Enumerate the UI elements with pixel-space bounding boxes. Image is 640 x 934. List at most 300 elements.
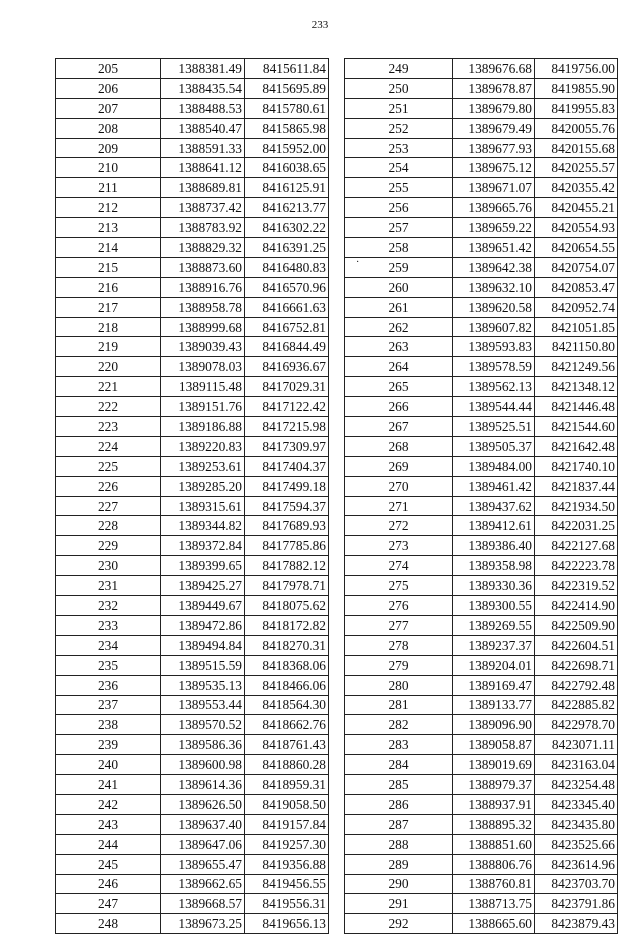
point-number-cell: 205 (56, 59, 161, 79)
point-number-cell: 256 (345, 198, 453, 218)
x-coordinate-cell: 1389675.12 (453, 158, 535, 178)
y-coordinate-cell: 8423435.80 (535, 814, 618, 834)
table-row (56, 596, 329, 616)
x-coordinate-cell: 1388806.76 (453, 854, 535, 874)
y-coordinate-cell: 8416038.65 (245, 158, 329, 178)
table-row (56, 218, 329, 238)
point-number-cell: 264 (345, 357, 453, 377)
table-row (56, 675, 329, 695)
table-row (56, 238, 329, 258)
y-coordinate-cell: 8418368.06 (245, 655, 329, 675)
y-coordinate-cell: 8421348.12 (535, 377, 618, 397)
y-coordinate-cell: 8422509.90 (535, 615, 618, 635)
y-coordinate-cell: 8415611.84 (245, 59, 329, 79)
table-row (56, 635, 329, 655)
y-coordinate-cell: 8417215.98 (245, 417, 329, 437)
table-row (56, 417, 329, 437)
point-number-cell: 218 (56, 317, 161, 337)
y-coordinate-cell: 8418761.43 (245, 735, 329, 755)
x-coordinate-cell: 1388381.49 (161, 59, 245, 79)
point-number-cell: 263 (345, 337, 453, 357)
y-coordinate-cell: 8420455.21 (535, 198, 618, 218)
x-coordinate-cell: 1388591.33 (161, 138, 245, 158)
y-coordinate-cell: 8423345.40 (535, 794, 618, 814)
y-coordinate-cell: 8416391.25 (245, 238, 329, 258)
table-row (345, 317, 618, 337)
point-number-cell: 244 (56, 834, 161, 854)
point-number-cell: 281 (345, 695, 453, 715)
x-coordinate-cell: 1389151.76 (161, 397, 245, 417)
y-coordinate-cell: 8418564.30 (245, 695, 329, 715)
y-coordinate-cell: 8422414.90 (535, 596, 618, 616)
point-number-cell: 252 (345, 118, 453, 138)
x-coordinate-cell: 1389662.65 (161, 874, 245, 894)
y-coordinate-cell: 8422127.68 (535, 536, 618, 556)
table-row (56, 297, 329, 317)
table-row (56, 158, 329, 178)
table-row (345, 755, 618, 775)
table-row (56, 257, 329, 277)
y-coordinate-cell: 8419556.31 (245, 894, 329, 914)
table-row (56, 755, 329, 775)
table-row (56, 476, 329, 496)
point-number-cell: 227 (56, 496, 161, 516)
coordinates-table-left (55, 58, 329, 934)
table-row (56, 178, 329, 198)
table-row (345, 854, 618, 874)
x-coordinate-cell: 1389671.07 (453, 178, 535, 198)
point-number-cell: 217 (56, 297, 161, 317)
table-row (345, 695, 618, 715)
y-coordinate-cell: 8422978.70 (535, 715, 618, 735)
y-coordinate-cell: 8420355.42 (535, 178, 618, 198)
y-coordinate-cell: 8421051.85 (535, 317, 618, 337)
x-coordinate-cell: 1388689.81 (161, 178, 245, 198)
stray-dot-mark: · (356, 257, 360, 268)
coordinates-table-left-body (56, 59, 329, 934)
y-coordinate-cell: 8416302.22 (245, 218, 329, 238)
table-row (345, 635, 618, 655)
table-row (56, 59, 329, 79)
x-coordinate-cell: 1389647.06 (161, 834, 245, 854)
point-number-cell: 266 (345, 397, 453, 417)
y-coordinate-cell: 8419855.90 (535, 78, 618, 98)
point-number-cell: 237 (56, 695, 161, 715)
table-row (345, 516, 618, 536)
y-coordinate-cell: 8419456.55 (245, 874, 329, 894)
y-coordinate-cell: 8423791.86 (535, 894, 618, 914)
x-coordinate-cell: 1388783.92 (161, 218, 245, 238)
point-number-cell: 253 (345, 138, 453, 158)
y-coordinate-cell: 8420554.93 (535, 218, 618, 238)
y-coordinate-cell: 8422698.71 (535, 655, 618, 675)
y-coordinate-cell: 8416752.81 (245, 317, 329, 337)
y-coordinate-cell: 8421837.44 (535, 476, 618, 496)
table-row (56, 397, 329, 417)
table-row (345, 59, 618, 79)
point-number-cell: 286 (345, 794, 453, 814)
y-coordinate-cell: 8420853.47 (535, 277, 618, 297)
table-row (345, 357, 618, 377)
table-row (345, 556, 618, 576)
x-coordinate-cell: 1389586.36 (161, 735, 245, 755)
y-coordinate-cell: 8419257.30 (245, 834, 329, 854)
y-coordinate-cell: 8418466.06 (245, 675, 329, 695)
point-number-cell: 262 (345, 317, 453, 337)
table-row (56, 78, 329, 98)
x-coordinate-cell: 1388540.47 (161, 118, 245, 138)
point-number-cell: 284 (345, 755, 453, 775)
point-number-cell: 211 (56, 178, 161, 198)
y-coordinate-cell: 8421446.48 (535, 397, 618, 417)
point-number-cell: 251 (345, 98, 453, 118)
x-coordinate-cell: 1389315.61 (161, 496, 245, 516)
x-coordinate-cell: 1389096.90 (453, 715, 535, 735)
table-row (345, 218, 618, 238)
y-coordinate-cell: 8415865.98 (245, 118, 329, 138)
y-coordinate-cell: 8416213.77 (245, 198, 329, 218)
y-coordinate-cell: 8418860.28 (245, 755, 329, 775)
x-coordinate-cell: 1388979.37 (453, 775, 535, 795)
point-number-cell: 268 (345, 436, 453, 456)
point-number-cell: 213 (56, 218, 161, 238)
point-number-cell: 259 (345, 257, 453, 277)
y-coordinate-cell: 8421934.50 (535, 496, 618, 516)
table-row (56, 695, 329, 715)
point-number-cell: 249 (345, 59, 453, 79)
table-row (345, 337, 618, 357)
point-number-cell: 248 (56, 914, 161, 934)
point-number-cell: 219 (56, 337, 161, 357)
x-coordinate-cell: 1389058.87 (453, 735, 535, 755)
page-number: 233 (311, 19, 329, 31)
table-row (56, 874, 329, 894)
y-coordinate-cell: 8420155.68 (535, 138, 618, 158)
x-coordinate-cell: 1389637.40 (161, 814, 245, 834)
y-coordinate-cell: 8422885.82 (535, 695, 618, 715)
table-row (345, 158, 618, 178)
point-number-cell: 260 (345, 277, 453, 297)
point-number-cell: 285 (345, 775, 453, 795)
x-coordinate-cell: 1389330.36 (453, 576, 535, 596)
table-row (345, 894, 618, 914)
point-number-cell: 292 (345, 914, 453, 934)
point-number-cell: 234 (56, 635, 161, 655)
x-coordinate-cell: 1388895.32 (453, 814, 535, 834)
y-coordinate-cell: 8420255.57 (535, 158, 618, 178)
x-coordinate-cell: 1389525.51 (453, 417, 535, 437)
y-coordinate-cell: 8418075.62 (245, 596, 329, 616)
table-row (56, 814, 329, 834)
x-coordinate-cell: 1389651.42 (453, 238, 535, 258)
point-number-cell: 289 (345, 854, 453, 874)
y-coordinate-cell: 8423879.43 (535, 914, 618, 934)
table-row (56, 576, 329, 596)
point-number-cell: 290 (345, 874, 453, 894)
table-row (56, 138, 329, 158)
x-coordinate-cell: 1389665.76 (453, 198, 535, 218)
y-coordinate-cell: 8423614.96 (535, 854, 618, 874)
table-row (345, 377, 618, 397)
y-coordinate-cell: 8423071.11 (535, 735, 618, 755)
x-coordinate-cell: 1388916.76 (161, 277, 245, 297)
table-row (56, 775, 329, 795)
point-number-cell: 233 (56, 615, 161, 635)
y-coordinate-cell: 8419656.13 (245, 914, 329, 934)
point-number-cell: 212 (56, 198, 161, 218)
x-coordinate-cell: 1389679.49 (453, 118, 535, 138)
y-coordinate-cell: 8418959.31 (245, 775, 329, 795)
point-number-cell: 228 (56, 516, 161, 536)
y-coordinate-cell: 8422031.25 (535, 516, 618, 536)
x-coordinate-cell: 1389505.37 (453, 436, 535, 456)
x-coordinate-cell: 1389626.50 (161, 794, 245, 814)
table-row (345, 118, 618, 138)
x-coordinate-cell: 1388999.68 (161, 317, 245, 337)
table-row (56, 98, 329, 118)
y-coordinate-cell: 8419157.84 (245, 814, 329, 834)
x-coordinate-cell: 1389269.55 (453, 615, 535, 635)
y-coordinate-cell: 8421544.60 (535, 417, 618, 437)
point-number-cell: 209 (56, 138, 161, 158)
y-coordinate-cell: 8419058.50 (245, 794, 329, 814)
x-coordinate-cell: 1389578.59 (453, 357, 535, 377)
x-coordinate-cell: 1389437.62 (453, 496, 535, 516)
x-coordinate-cell: 1389668.57 (161, 894, 245, 914)
y-coordinate-cell: 8418662.76 (245, 715, 329, 735)
point-number-cell: 220 (56, 357, 161, 377)
table-row (345, 536, 618, 556)
table-row (56, 794, 329, 814)
y-coordinate-cell: 8419756.00 (535, 59, 618, 79)
point-number-cell: 272 (345, 516, 453, 536)
y-coordinate-cell: 8417785.86 (245, 536, 329, 556)
x-coordinate-cell: 1389425.27 (161, 576, 245, 596)
point-number-cell: 235 (56, 655, 161, 675)
point-number-cell: 257 (345, 218, 453, 238)
table-row (56, 118, 329, 138)
y-coordinate-cell: 8419356.88 (245, 854, 329, 874)
y-coordinate-cell: 8417122.42 (245, 397, 329, 417)
table-row (345, 596, 618, 616)
table-row (56, 615, 329, 635)
table-row (345, 78, 618, 98)
y-coordinate-cell: 8421642.48 (535, 436, 618, 456)
y-coordinate-cell: 8416844.49 (245, 337, 329, 357)
table-row (345, 576, 618, 596)
x-coordinate-cell: 1389515.59 (161, 655, 245, 675)
point-number-cell: 240 (56, 755, 161, 775)
point-number-cell: 283 (345, 735, 453, 755)
point-number-cell: 229 (56, 536, 161, 556)
coordinates-table-right (344, 58, 618, 934)
point-number-cell: 276 (345, 596, 453, 616)
table-row (56, 715, 329, 735)
table-row (345, 397, 618, 417)
x-coordinate-cell: 1388665.60 (453, 914, 535, 934)
table-row (56, 377, 329, 397)
x-coordinate-cell: 1388937.91 (453, 794, 535, 814)
table-row (345, 238, 618, 258)
y-coordinate-cell: 8416936.67 (245, 357, 329, 377)
point-number-cell: 282 (345, 715, 453, 735)
y-coordinate-cell: 8416480.83 (245, 257, 329, 277)
table-row (56, 556, 329, 576)
table-row (345, 874, 618, 894)
y-coordinate-cell: 8420952.74 (535, 297, 618, 317)
x-coordinate-cell: 1389039.43 (161, 337, 245, 357)
table-row (56, 496, 329, 516)
point-number-cell: 206 (56, 78, 161, 98)
point-number-cell: 275 (345, 576, 453, 596)
y-coordinate-cell: 8417029.31 (245, 377, 329, 397)
x-coordinate-cell: 1389461.42 (453, 476, 535, 496)
x-coordinate-cell: 1389484.00 (453, 456, 535, 476)
point-number-cell: 277 (345, 615, 453, 635)
x-coordinate-cell: 1389186.88 (161, 417, 245, 437)
table-row (345, 198, 618, 218)
x-coordinate-cell: 1389237.37 (453, 635, 535, 655)
x-coordinate-cell: 1389253.61 (161, 456, 245, 476)
table-row (345, 98, 618, 118)
y-coordinate-cell: 8415695.89 (245, 78, 329, 98)
y-coordinate-cell: 8423525.66 (535, 834, 618, 854)
x-coordinate-cell: 1389412.61 (453, 516, 535, 536)
x-coordinate-cell: 1388713.75 (453, 894, 535, 914)
y-coordinate-cell: 8419955.83 (535, 98, 618, 118)
x-coordinate-cell: 1389358.98 (453, 556, 535, 576)
y-coordinate-cell: 8423254.48 (535, 775, 618, 795)
point-number-cell: 236 (56, 675, 161, 695)
x-coordinate-cell: 1388641.12 (161, 158, 245, 178)
x-coordinate-cell: 1389673.25 (161, 914, 245, 934)
table-row (345, 277, 618, 297)
y-coordinate-cell: 8421740.10 (535, 456, 618, 476)
table-row (345, 735, 618, 755)
x-coordinate-cell: 1389620.58 (453, 297, 535, 317)
y-coordinate-cell: 8423703.70 (535, 874, 618, 894)
table-row (345, 178, 618, 198)
x-coordinate-cell: 1389399.65 (161, 556, 245, 576)
x-coordinate-cell: 1389593.83 (453, 337, 535, 357)
point-number-cell: 222 (56, 397, 161, 417)
y-coordinate-cell: 8417689.93 (245, 516, 329, 536)
x-coordinate-cell: 1389449.67 (161, 596, 245, 616)
y-coordinate-cell: 8415952.00 (245, 138, 329, 158)
x-coordinate-cell: 1389133.77 (453, 695, 535, 715)
point-number-cell: 255 (345, 178, 453, 198)
x-coordinate-cell: 1389676.68 (453, 59, 535, 79)
x-coordinate-cell: 1389659.22 (453, 218, 535, 238)
table-row (345, 794, 618, 814)
y-coordinate-cell: 8417499.18 (245, 476, 329, 496)
y-coordinate-cell: 8422223.78 (535, 556, 618, 576)
table-row (345, 257, 618, 277)
table-row (345, 655, 618, 675)
point-number-cell: 221 (56, 377, 161, 397)
point-number-cell: 207 (56, 98, 161, 118)
table-row (345, 675, 618, 695)
point-number-cell: 231 (56, 576, 161, 596)
x-coordinate-cell: 1389553.44 (161, 695, 245, 715)
table-row (345, 834, 618, 854)
x-coordinate-cell: 1389344.82 (161, 516, 245, 536)
x-coordinate-cell: 1389169.47 (453, 675, 535, 695)
x-coordinate-cell: 1389535.13 (161, 675, 245, 695)
table-row (56, 894, 329, 914)
point-number-cell: 288 (345, 834, 453, 854)
table-row (345, 417, 618, 437)
point-number-cell: 273 (345, 536, 453, 556)
y-coordinate-cell: 8420654.55 (535, 238, 618, 258)
point-number-cell: 245 (56, 854, 161, 874)
table-row (345, 297, 618, 317)
point-number-cell: 271 (345, 496, 453, 516)
point-number-cell: 265 (345, 377, 453, 397)
point-number-cell: 243 (56, 814, 161, 834)
point-number-cell: 215 (56, 257, 161, 277)
x-coordinate-cell: 1389019.69 (453, 755, 535, 775)
point-number-cell: 278 (345, 635, 453, 655)
x-coordinate-cell: 1388829.32 (161, 238, 245, 258)
x-coordinate-cell: 1388958.78 (161, 297, 245, 317)
point-number-cell: 226 (56, 476, 161, 496)
table-row (56, 357, 329, 377)
x-coordinate-cell: 1389204.01 (453, 655, 535, 675)
point-number-cell: 225 (56, 456, 161, 476)
point-number-cell: 250 (345, 78, 453, 98)
point-number-cell: 279 (345, 655, 453, 675)
table-row (56, 198, 329, 218)
y-coordinate-cell: 8415780.61 (245, 98, 329, 118)
point-number-cell: 246 (56, 874, 161, 894)
y-coordinate-cell: 8417978.71 (245, 576, 329, 596)
table-row (56, 834, 329, 854)
y-coordinate-cell: 8421249.56 (535, 357, 618, 377)
point-number-cell: 239 (56, 735, 161, 755)
point-number-cell: 261 (345, 297, 453, 317)
y-coordinate-cell: 8417309.97 (245, 436, 329, 456)
x-coordinate-cell: 1388760.81 (453, 874, 535, 894)
y-coordinate-cell: 8417882.12 (245, 556, 329, 576)
y-coordinate-cell: 8417404.37 (245, 456, 329, 476)
x-coordinate-cell: 1389677.93 (453, 138, 535, 158)
point-number-cell: 280 (345, 675, 453, 695)
x-coordinate-cell: 1389494.84 (161, 635, 245, 655)
x-coordinate-cell: 1388873.60 (161, 257, 245, 277)
x-coordinate-cell: 1389300.55 (453, 596, 535, 616)
point-number-cell: 242 (56, 794, 161, 814)
table-row (56, 337, 329, 357)
y-coordinate-cell: 8422319.52 (535, 576, 618, 596)
point-number-cell: 216 (56, 277, 161, 297)
y-coordinate-cell: 8423163.04 (535, 755, 618, 775)
y-coordinate-cell: 8420055.76 (535, 118, 618, 138)
table-row (56, 735, 329, 755)
point-number-cell: 210 (56, 158, 161, 178)
table-row (56, 516, 329, 536)
x-coordinate-cell: 1389372.84 (161, 536, 245, 556)
point-number-cell: 214 (56, 238, 161, 258)
table-row (345, 476, 618, 496)
point-number-cell: 223 (56, 417, 161, 437)
x-coordinate-cell: 1388851.60 (453, 834, 535, 854)
point-number-cell: 269 (345, 456, 453, 476)
table-row (56, 436, 329, 456)
y-coordinate-cell: 8416661.63 (245, 297, 329, 317)
table-row (345, 496, 618, 516)
table-row (56, 655, 329, 675)
